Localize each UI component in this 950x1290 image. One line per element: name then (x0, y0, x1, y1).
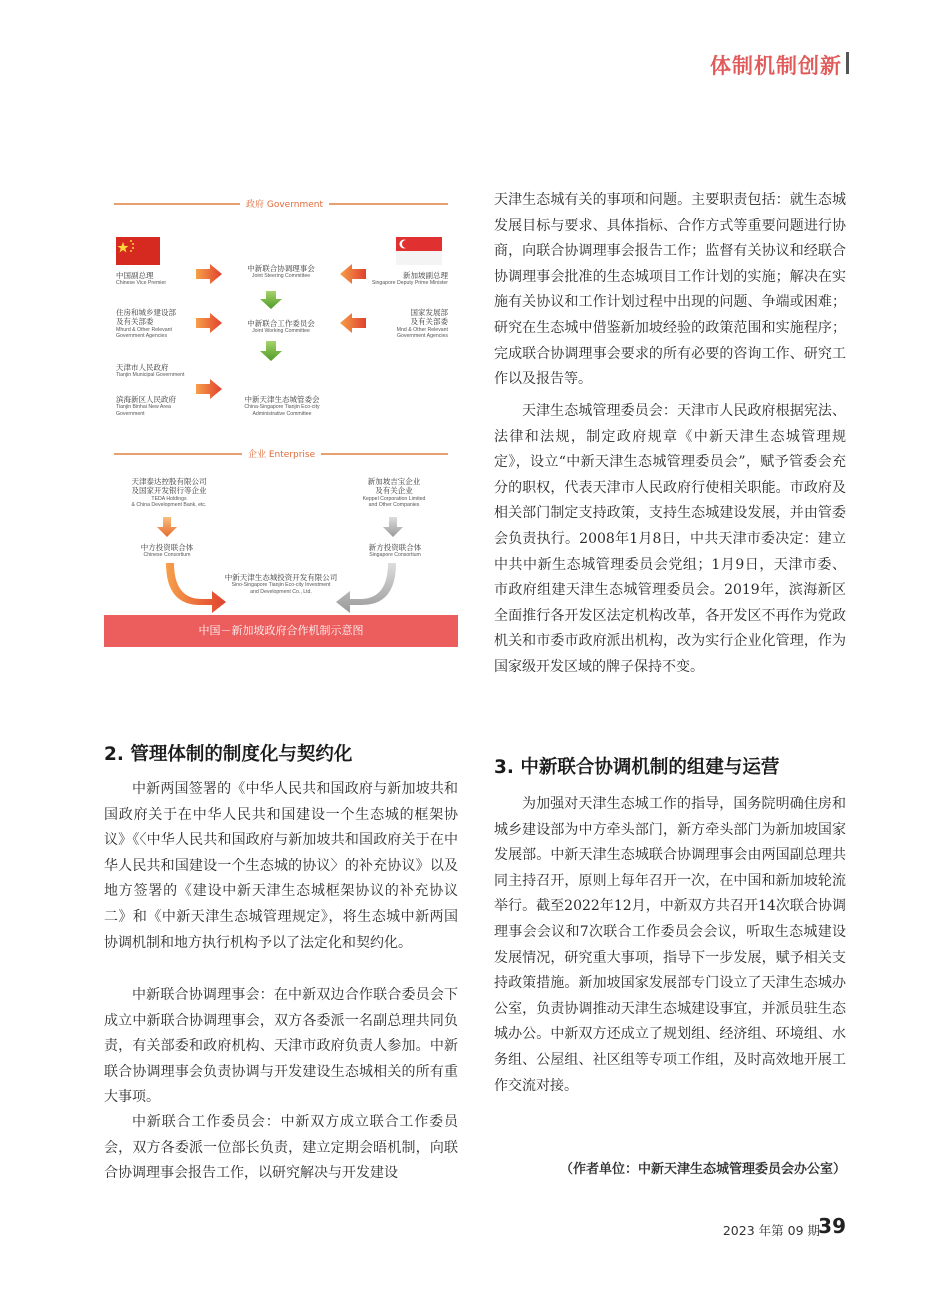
cooperation-diagram (104, 195, 458, 647)
sstec-company: 中新天津生态城投资开发有限公司 Sino-Singapore Tianjin Eco-city Investment and Development Co., Ltd. (224, 573, 338, 595)
sg-deputy-pm: 新加坡副总理 Singapore Deputy Prime Minister (371, 271, 448, 287)
singapore-flag-icon (396, 237, 442, 265)
left-paragraph-3: 中新联合工作委员会：中新双方成立联合工作委员会，双方各委派一位部长负责，建立定期会晤机制，向联合协调理事会报告工作，以研究解决与开发建设 (104, 1114, 458, 1182)
right-paragraph-1: 天津生态城有关的事项和问题。主要职责包括：就生态城发展目标与要求、具体指标、合作方式等重要问题进行协商，向联合协调理事会报告工作；监督有关协议和经联合协调理事会批准的生态城项目工作计划的实施；解决在实施有关协议和工作计划过程中出现的问题、争端或困难；研究在生态城中借鉴新加坡经验的政策范围和实施程序；完成联合协调理事会要求的所有必要的咨询工作、研究工作以及报告等。 (494, 192, 846, 388)
section-heading-3: 3. 中新联合协调机制的组建与运营 (494, 757, 780, 778)
arrow-right-icon (196, 379, 222, 399)
header-divider (846, 52, 849, 74)
tianjin-municipal-gov: 天津市人民政府 Tianjin Municipal Government (116, 363, 185, 379)
arrow-down-icon (383, 517, 403, 537)
eco-city-admin-committee: 中新天津生态城管委会 China-Singapore Tianjin Eco-city Administrative Committee (244, 395, 320, 417)
page-number: 39 (818, 1214, 846, 1238)
author-byline: （作者单位：中新天津生态城管理委员会办公室） (559, 1162, 846, 1177)
china-flag-icon (116, 237, 160, 265)
chinese-consortium: 中方投资联合体 Chinese Consortium (140, 543, 194, 559)
left-paragraph-2: 中新联合协调理事会：在中新双边合作联合委员会下成立中新联合协调理事会，双方各委派一名副总理共同负责，有关部委和政府机构、天津市政府负责人参加。中新联合协调理事会负责协调与开发建设生态城相关的所有重大事项。 (104, 987, 458, 1106)
joint-working-committee: 中新联合工作委员会 Joint Working Committee (247, 319, 315, 335)
arrow-right-icon (196, 264, 222, 284)
enterprise-band-title: 企业 Enterprise (242, 447, 321, 460)
keppel-corporation: 新加坡吉宝企业 及有关企业 Keppel Corporation Limited and Other Companies (362, 477, 426, 509)
arrow-down-icon (260, 291, 282, 309)
singapore-consortium: 新方投资联合体 Singapore Consortium (368, 543, 422, 559)
binhai-gov: 滨海新区人民政府 Tianjin Binhai New Area Government (116, 395, 176, 417)
mohurd: 住房和城乡建设部 及有关部委 Mhurd & Other Relevant Government Agencies (116, 308, 176, 340)
joint-steering-committee: 中新联合协调理事会 Joint Steering Committee (247, 264, 315, 280)
section-label: 体制机制创新 (710, 54, 842, 78)
right-paragraph-3: 为加强对天津生态城工作的指导，国务院明确住房和城乡建设部为中方牵头部门，新方牵头部门为新加坡国家发展部。中新天津生态城联合协调理事会由两国副总理共同主持召开，原则上每年召开一次，在中国和新加坡轮流举行。截至2022年12月，中新双方共召开14次联合协调理事会会议和7次联合工作委员会会议，听取生态城建设发展情况，研究重大事项，指导下一步发展，赋予相关支持政策措施。新加坡国家发展部专门设立了天津生态城办公室，负责协调推动天津生态城建设事宜，并派员驻生态城办公。中新双方还成立了规划组、经济组、环境组、水务组、公屋组、社区组等专项工作组，及时高效地开展工作交流对接。 (494, 796, 846, 1094)
issue-label: 2023 年第 09 期 (722, 1223, 820, 1238)
arrow-down-icon (157, 517, 177, 537)
diagram-caption: 中国－新加坡政府合作机制示意图 (104, 615, 458, 647)
government-band-title: 政府 Government (240, 197, 329, 210)
left-paragraph-1: 中新两国签署的《中华人民共和国政府与新加坡共和国政府关于在中华人民共和国建设一个生态城的框架协议》《〈中华人民共和国政府与新加坡共和国政府关于在中华人民共和国建设一个生态城的协议〉的补充协议》以及地方签署的《建设中新天津生态城框架协议的补充协议二》和《中新天津生态城管理规定》，将生态城中新两国协调机制和地方执行机构予以了法定化和契约化。 (104, 781, 458, 951)
teda-holdings: 天津泰达控股有限公司 及国家开发银行等企业 TEDA Holdings & China Development Bank, etc. (131, 477, 207, 509)
cn-vice-premier: 中国副总理 Chinese Vice Premier (116, 271, 167, 287)
arrow-right-icon (196, 313, 222, 333)
section-heading-2: 2. 管理体制的制度化与契约化 (104, 744, 353, 765)
right-paragraph-2: 天津生态城管理委员会：天津市人民政府根据宪法、法律和法规，制定政府规章《中新天津生态城管理规定》，设立“中新天津生态城管理委员会”，赋予管委会充分的职权，代表天津市人民政府行使相关职能。市政府及相关部门制定支持政策，支持生态城建设发展，并由管委会负责执行。2008年1月8日，中共天津市委决定：建立中共中新生态城管理委员会党组；1月9日，天津市委、市政府组建天津生态城管理委员会。2019年，滨海新区全面推行各开发区法定机构改革，各开发区不再作为党政机关和市委市政府派出机构，改为实行企业化管理，作为国家级开发区域的牌子保持不变。 (494, 403, 846, 675)
arrow-down-icon (260, 341, 282, 361)
mnd: 国家发展部 及有关部委 Mnd & Other Relevant Government Agencies (396, 308, 448, 340)
